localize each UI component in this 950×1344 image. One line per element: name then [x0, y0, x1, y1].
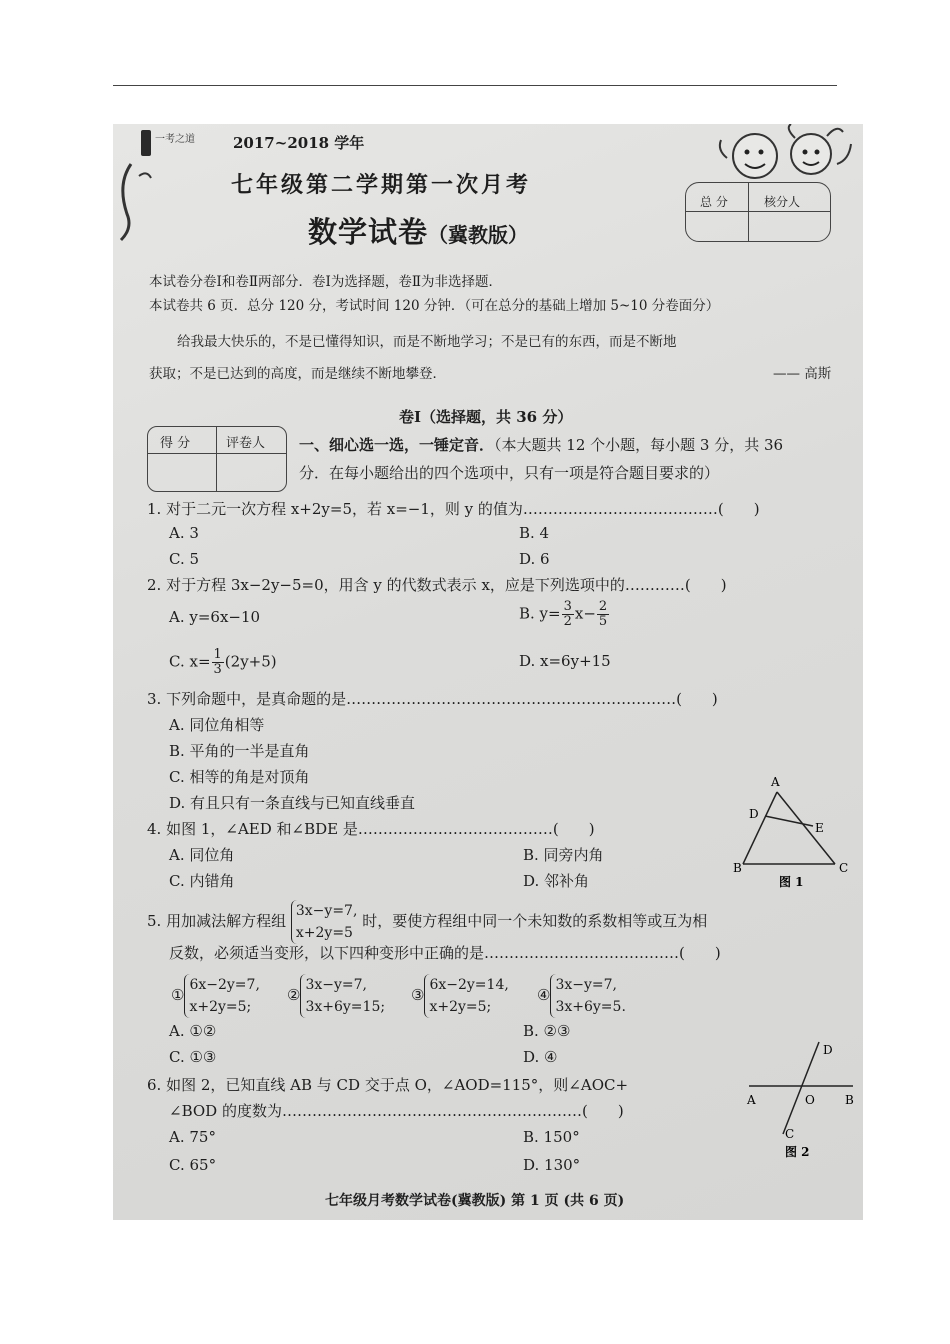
q4-option-b: B. 同旁内角	[523, 846, 604, 864]
fig2-label-c: C	[785, 1127, 795, 1141]
q3-option-a: A. 同位角相等	[169, 716, 265, 734]
q5-option-c: C. ①③	[169, 1048, 217, 1066]
q5-option-b: B. ②③	[523, 1022, 571, 1040]
q3-option-b: B. 平角的一半是直角	[169, 742, 310, 760]
q6-option-c: C. 65°	[169, 1156, 217, 1174]
q5-option-d: D. ④	[523, 1048, 558, 1066]
q5-variant-2: ② 3x−y=7, 3x+6y=15;	[287, 974, 385, 1018]
top-rule	[113, 85, 837, 86]
q6-option-b: B. 150°	[523, 1128, 580, 1146]
fig1-caption: 图 1	[779, 875, 804, 889]
fig1-label-c: C	[839, 861, 849, 875]
logo-bar-icon	[141, 130, 151, 156]
exam-title-main: 数学试卷	[308, 215, 429, 249]
fig2-label-d: D	[823, 1043, 833, 1057]
fig1-label-e: E	[815, 821, 824, 835]
intro-line-2: 本试卷共 6 页．总分 120 分，考试时间 120 分钟．（可在总分的基础上增加 5~10 分卷面分）	[149, 298, 720, 314]
q4-option-c: C. 内错角	[169, 872, 235, 890]
q4-option-d: D. 邻补角	[523, 872, 590, 890]
q5-variant-1: ① 6x−2y=7, x+2y=5;	[171, 974, 260, 1018]
fig2-caption: 图 2	[785, 1145, 810, 1159]
exam-title	[308, 210, 528, 251]
q2-option-d: D. x=6y+15	[519, 652, 611, 670]
quote-author: —— 高斯	[773, 366, 832, 382]
q2-option-a: A. y=6x−10	[169, 608, 261, 626]
score-total-label: 总 分	[700, 195, 728, 209]
score-checker-label: 核分人	[764, 195, 801, 209]
q1-option-d: D. 6	[519, 550, 550, 568]
section-desc-2: 分．在每小题给出的四个选项中，只有一项是符合题目要求的）	[299, 464, 720, 482]
q1-option-a: A. 3	[169, 524, 199, 542]
section-desc-1	[299, 434, 783, 455]
score-box	[685, 182, 831, 242]
question-3-stem: 3. 下列命题中，是真命题的是…………………………………………………………( )	[147, 690, 718, 708]
fig1-label-a: A	[771, 775, 780, 789]
q2-option-c: C. x= $\frac{1}{3}$ (2y+5)	[169, 647, 277, 677]
publisher-logo	[141, 130, 221, 156]
exam-subtitle: 七年级第二学期第一次月考	[231, 172, 532, 198]
q2-option-b: B. y= $\frac{3}{2}$ x− $\frac{2}{5}$	[519, 599, 608, 629]
quote-line-1: 给我最大快乐的，不是已懂得知识，而是不断地学习；不是已有的东西，而是不断地	[177, 334, 677, 350]
question-1-stem: 1. 对于二元一次方程 x+2y=5，若 x=−1，则 y 的值为…………………………………( )	[147, 500, 760, 518]
q5-variant-3: ③ 6x−2y=14, x+2y=5;	[411, 974, 509, 1018]
q4-option-a: A. 同位角	[169, 846, 235, 864]
question-5-stem-2: 反数，必须适当变形，以下四种变形中正确的是…………………………………( )	[169, 944, 721, 962]
q5-option-a: A. ①②	[169, 1022, 217, 1040]
page-footer: 七年级月考数学试卷(冀教版) 第 1 页 (共 6 页)	[325, 1193, 625, 1209]
quote-line-2: 获取；不是已达到的高度，而是继续不断地攀登．	[149, 366, 446, 382]
eval-box	[147, 426, 287, 492]
fig2-label-b: B	[845, 1093, 854, 1107]
figure-1-triangle	[725, 772, 859, 892]
cartoon-kids-icon	[699, 124, 859, 186]
q3-option-c: C. 相等的角是对顶角	[169, 768, 310, 786]
section-title: 卷Ⅰ（选择题，共 36 分）	[399, 408, 573, 426]
question-6-stem-1: 6. 如图 2，已知直线 AB 与 CD 交于点 O，∠AOD=115°，则∠AOC+	[147, 1076, 629, 1094]
fig2-label-o: O	[805, 1093, 815, 1107]
q5-variant-4: ④ 3x−y=7, 3x+6y=5.	[537, 974, 626, 1018]
eval-grader-label: 评卷人	[226, 436, 266, 451]
figure-2-lines	[741, 1038, 861, 1162]
q1-option-b: B. 4	[519, 524, 550, 542]
eval-score-label: 得 分	[160, 436, 191, 451]
section-desc-rest: （本大题共 12 个小题，每小题 3 分，共 36	[494, 436, 784, 454]
question-2-stem: 2. 对于方程 3x−2y−5=0，用含 y 的代数式表示 x，应是下列选项中的…………( )	[147, 576, 727, 594]
q6-option-a: A. 75°	[169, 1128, 216, 1146]
exam-paper	[113, 124, 863, 1220]
fig1-label-b: B	[733, 861, 742, 875]
section-desc-bold: 一、细心选一选，一锤定音．	[299, 436, 495, 454]
intro-line-1: 本试卷分卷Ⅰ和卷Ⅱ两部分．卷Ⅰ为选择题，卷Ⅱ为非选择题．	[149, 274, 503, 290]
question-4-stem: 4. 如图 1，∠AED 和∠BDE 是…………………………………( )	[147, 820, 595, 838]
q3-option-d: D. 有且只有一条直线与已知直线垂直	[169, 794, 416, 812]
fig1-label-d: D	[749, 807, 759, 821]
question-6-stem-2: ∠BOD 的度数为……………………………………………………( )	[169, 1102, 624, 1120]
q5-equation-system: 3x−y=7, x+2y=5	[291, 900, 358, 944]
logo-text: 一考之道	[155, 134, 195, 145]
q1-option-c: C. 5	[169, 550, 200, 568]
school-year: 2017~2018 学年	[233, 134, 365, 152]
q6-option-d: D. 130°	[523, 1156, 581, 1174]
exam-title-edition: （冀教版）	[428, 223, 529, 247]
fig2-label-a: A	[747, 1093, 756, 1107]
question-5-stem: 5. 用加减法解方程组 3x−y=7, x+2y=5 时，要使方程组中同一个未知数的系数相等或互为相	[147, 900, 707, 944]
